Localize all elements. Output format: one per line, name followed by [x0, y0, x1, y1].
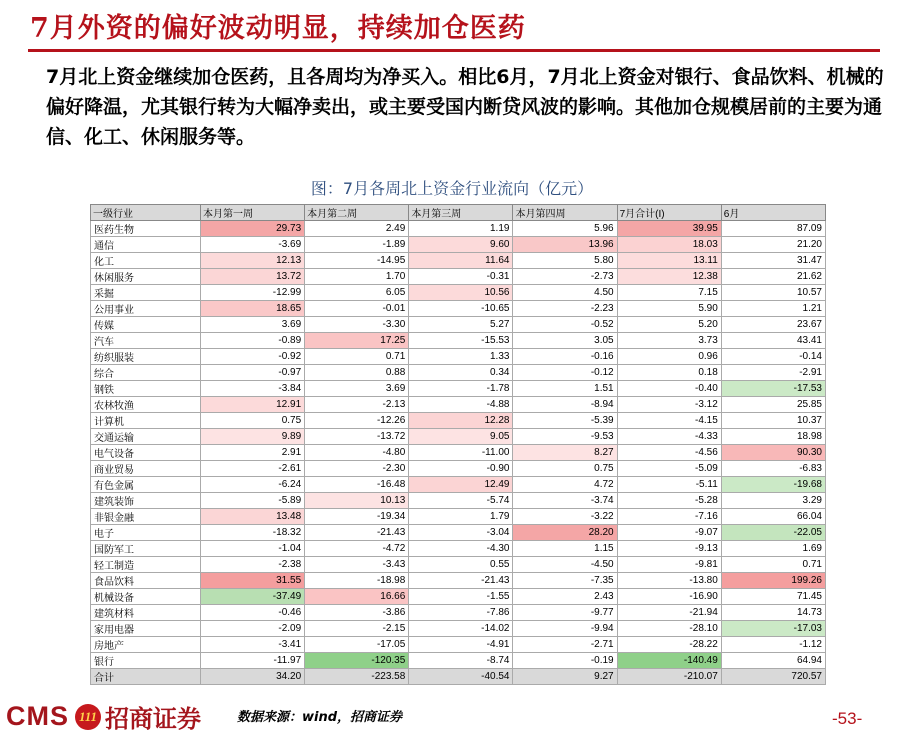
value-cell: -0.01 — [305, 301, 409, 317]
value-cell: -3.22 — [513, 509, 617, 525]
column-header: 7月合计(I) — [617, 205, 721, 221]
industry-name-cell: 计算机 — [91, 413, 201, 429]
industry-name-cell: 建筑材料 — [91, 605, 201, 621]
value-cell: -0.89 — [201, 333, 305, 349]
value-cell: 9.89 — [201, 429, 305, 445]
value-cell: -18.32 — [201, 525, 305, 541]
table-row — [91, 477, 826, 493]
industry-name-cell: 有色金属 — [91, 477, 201, 493]
value-cell: -0.52 — [513, 317, 617, 333]
value-cell: 87.09 — [721, 221, 825, 237]
value-cell: 0.18 — [617, 365, 721, 381]
value-cell: -3.86 — [305, 605, 409, 621]
page-number: -53- — [832, 709, 863, 728]
value-cell: -16.48 — [305, 477, 409, 493]
value-cell: -19.68 — [721, 477, 825, 493]
value-cell: -10.65 — [409, 301, 513, 317]
value-cell: -1.04 — [201, 541, 305, 557]
table-row — [91, 429, 826, 445]
value-cell: -28.22 — [617, 637, 721, 653]
table-row — [91, 589, 826, 605]
value-cell: 1.15 — [513, 541, 617, 557]
value-cell: 7.15 — [617, 285, 721, 301]
value-cell: -2.91 — [721, 365, 825, 381]
table-row — [91, 525, 826, 541]
value-cell: -8.74 — [409, 653, 513, 669]
value-cell: -1.55 — [409, 589, 513, 605]
value-cell: -4.56 — [617, 445, 721, 461]
value-cell: 3.69 — [201, 317, 305, 333]
value-cell: -17.03 — [721, 621, 825, 637]
value-cell: -140.49 — [617, 653, 721, 669]
value-cell: -8.94 — [513, 397, 617, 413]
table-row — [91, 269, 826, 285]
value-cell: -0.97 — [201, 365, 305, 381]
value-cell: 720.57 — [721, 669, 825, 685]
brand-text: CMS — [6, 701, 69, 731]
value-cell: 16.66 — [305, 589, 409, 605]
industry-name-cell: 非银金融 — [91, 509, 201, 525]
value-cell: 3.73 — [617, 333, 721, 349]
value-cell: -15.53 — [409, 333, 513, 349]
data-source: 数据来源：wind，招商证券 — [237, 710, 403, 725]
value-cell: 5.90 — [617, 301, 721, 317]
value-cell: -2.38 — [201, 557, 305, 573]
value-cell: 5.96 — [513, 221, 617, 237]
industry-flow-table — [90, 204, 826, 685]
table-row — [91, 317, 826, 333]
industry-name-cell: 房地产 — [91, 637, 201, 653]
value-cell: -0.31 — [409, 269, 513, 285]
value-cell: -14.02 — [409, 621, 513, 637]
value-cell: 2.49 — [305, 221, 409, 237]
industry-name-cell: 医药生物 — [91, 221, 201, 237]
value-cell: -9.13 — [617, 541, 721, 557]
value-cell: -7.16 — [617, 509, 721, 525]
industry-name-cell: 公用事业 — [91, 301, 201, 317]
value-cell: -5.89 — [201, 493, 305, 509]
value-cell: -9.07 — [617, 525, 721, 541]
table-row — [91, 557, 826, 573]
figure-caption: 图：7月各周北上资金行业流向（亿元） — [310, 179, 594, 198]
industry-name-cell: 通信 — [91, 237, 201, 253]
page-title: 7月外资的偏好波动明显，持续加仓医药 — [30, 13, 526, 44]
value-cell: -21.43 — [305, 525, 409, 541]
value-cell: -3.04 — [409, 525, 513, 541]
value-cell: -17.53 — [721, 381, 825, 397]
value-cell: 18.03 — [617, 237, 721, 253]
title-divider — [28, 49, 880, 52]
brand-chinese: 招商证券 — [105, 704, 201, 733]
value-cell: -4.72 — [305, 541, 409, 557]
column-header: 本月第二周 — [305, 205, 409, 221]
table-row — [91, 365, 826, 381]
value-cell: -21.94 — [617, 605, 721, 621]
value-cell: -4.91 — [409, 637, 513, 653]
value-cell: 12.91 — [201, 397, 305, 413]
value-cell: 0.88 — [305, 365, 409, 381]
industry-name-cell: 机械设备 — [91, 589, 201, 605]
table-row — [91, 461, 826, 477]
column-header: 6月 — [721, 205, 825, 221]
value-cell: -1.89 — [305, 237, 409, 253]
value-cell: 3.29 — [721, 493, 825, 509]
value-cell: 199.26 — [721, 573, 825, 589]
value-cell: -9.94 — [513, 621, 617, 637]
logo-mark-icon: 111 — [75, 704, 101, 730]
value-cell: 21.20 — [721, 237, 825, 253]
value-cell: 1.79 — [409, 509, 513, 525]
table-row — [91, 237, 826, 253]
value-cell: 13.11 — [617, 253, 721, 269]
table-row — [91, 349, 826, 365]
value-cell: 3.69 — [305, 381, 409, 397]
value-cell: -3.74 — [513, 493, 617, 509]
industry-name-cell: 建筑装饰 — [91, 493, 201, 509]
value-cell: 8.27 — [513, 445, 617, 461]
value-cell: -11.00 — [409, 445, 513, 461]
table-row — [91, 509, 826, 525]
industry-name-cell: 纺织服装 — [91, 349, 201, 365]
value-cell: 29.73 — [201, 221, 305, 237]
value-cell: 0.55 — [409, 557, 513, 573]
value-cell: -19.34 — [305, 509, 409, 525]
value-cell: -2.15 — [305, 621, 409, 637]
value-cell: 9.60 — [409, 237, 513, 253]
value-cell: 11.64 — [409, 253, 513, 269]
value-cell: -12.99 — [201, 285, 305, 301]
value-cell: 2.91 — [201, 445, 305, 461]
value-cell: -28.10 — [617, 621, 721, 637]
column-header: 本月第一周 — [201, 205, 305, 221]
value-cell: 9.27 — [513, 669, 617, 685]
table-row — [91, 397, 826, 413]
value-cell: 5.80 — [513, 253, 617, 269]
table-header-row — [91, 205, 826, 221]
value-cell: 13.96 — [513, 237, 617, 253]
value-cell: -2.09 — [201, 621, 305, 637]
industry-name-cell: 家用电器 — [91, 621, 201, 637]
value-cell: 4.50 — [513, 285, 617, 301]
value-cell: -0.92 — [201, 349, 305, 365]
table-row — [91, 301, 826, 317]
value-cell: 17.25 — [305, 333, 409, 349]
value-cell: -210.07 — [617, 669, 721, 685]
value-cell: 31.47 — [721, 253, 825, 269]
value-cell: 31.55 — [201, 573, 305, 589]
value-cell: -13.72 — [305, 429, 409, 445]
industry-name-cell: 国防军工 — [91, 541, 201, 557]
value-cell: -223.58 — [305, 669, 409, 685]
value-cell: -6.83 — [721, 461, 825, 477]
value-cell: -5.28 — [617, 493, 721, 509]
value-cell: -5.74 — [409, 493, 513, 509]
value-cell: -9.53 — [513, 429, 617, 445]
industry-name-cell: 轻工制造 — [91, 557, 201, 573]
value-cell: -1.78 — [409, 381, 513, 397]
value-cell: 90.30 — [721, 445, 825, 461]
industry-name-cell: 化工 — [91, 253, 201, 269]
table-row — [91, 653, 826, 669]
value-cell: -7.86 — [409, 605, 513, 621]
table-row — [91, 253, 826, 269]
industry-name-cell: 银行 — [91, 653, 201, 669]
table-row — [91, 221, 826, 237]
value-cell: -2.30 — [305, 461, 409, 477]
industry-name-cell: 钢铁 — [91, 381, 201, 397]
value-cell: 1.51 — [513, 381, 617, 397]
value-cell: 1.33 — [409, 349, 513, 365]
value-cell: 12.28 — [409, 413, 513, 429]
value-cell: 4.72 — [513, 477, 617, 493]
value-cell: -3.30 — [305, 317, 409, 333]
table-row — [91, 333, 826, 349]
value-cell: -0.12 — [513, 365, 617, 381]
value-cell: -3.41 — [201, 637, 305, 653]
value-cell: 12.38 — [617, 269, 721, 285]
value-cell: -4.88 — [409, 397, 513, 413]
value-cell: 12.49 — [409, 477, 513, 493]
value-cell: 34.20 — [201, 669, 305, 685]
value-cell: -3.84 — [201, 381, 305, 397]
value-cell: 14.73 — [721, 605, 825, 621]
value-cell: -3.69 — [201, 237, 305, 253]
value-cell: -3.43 — [305, 557, 409, 573]
value-cell: -40.54 — [409, 669, 513, 685]
value-cell: 9.05 — [409, 429, 513, 445]
industry-name-cell: 采掘 — [91, 285, 201, 301]
industry-name-cell: 传媒 — [91, 317, 201, 333]
value-cell: 28.20 — [513, 525, 617, 541]
value-cell: -4.15 — [617, 413, 721, 429]
value-cell: -6.24 — [201, 477, 305, 493]
value-cell: -37.49 — [201, 589, 305, 605]
value-cell: 64.94 — [721, 653, 825, 669]
table-row — [91, 493, 826, 509]
table-row — [91, 621, 826, 637]
value-cell: -21.43 — [409, 573, 513, 589]
table-row — [91, 285, 826, 301]
value-cell: -120.35 — [305, 653, 409, 669]
value-cell: 0.75 — [513, 461, 617, 477]
value-cell: 39.95 — [617, 221, 721, 237]
table-row — [91, 381, 826, 397]
industry-name-cell: 综合 — [91, 365, 201, 381]
table-row — [91, 445, 826, 461]
value-cell: -7.35 — [513, 573, 617, 589]
value-cell: 18.65 — [201, 301, 305, 317]
value-cell: -0.40 — [617, 381, 721, 397]
table-row — [91, 573, 826, 589]
value-cell: 0.34 — [409, 365, 513, 381]
column-header: 一级行业 — [91, 205, 201, 221]
value-cell: -4.33 — [617, 429, 721, 445]
value-cell: -2.23 — [513, 301, 617, 317]
value-cell: -22.05 — [721, 525, 825, 541]
value-cell: 12.13 — [201, 253, 305, 269]
value-cell: 1.69 — [721, 541, 825, 557]
industry-name-cell: 休闲服务 — [91, 269, 201, 285]
value-cell: 0.75 — [201, 413, 305, 429]
value-cell: 23.67 — [721, 317, 825, 333]
body-paragraph: 7月北上资金继续加仓医药，且各周均为净买入。相比6月，7月北上资金对银行、食品饮料、机械的偏好降温，尤其银行转为大幅净卖出，或主要受国内断贷风波的影响。其他加仓规模居前的主要为通信、化工、休闲服务等。 — [46, 66, 884, 148]
value-cell: -5.09 — [617, 461, 721, 477]
value-cell: 66.04 — [721, 509, 825, 525]
industry-name-cell: 合计 — [91, 669, 201, 685]
value-cell: 1.70 — [305, 269, 409, 285]
value-cell: -4.30 — [409, 541, 513, 557]
value-cell: 5.20 — [617, 317, 721, 333]
value-cell: -2.71 — [513, 637, 617, 653]
industry-name-cell: 电气设备 — [91, 445, 201, 461]
table-row — [91, 605, 826, 621]
value-cell: 0.71 — [305, 349, 409, 365]
value-cell: 1.21 — [721, 301, 825, 317]
value-cell: -3.12 — [617, 397, 721, 413]
value-cell: -4.80 — [305, 445, 409, 461]
value-cell: -1.12 — [721, 637, 825, 653]
value-cell: 0.96 — [617, 349, 721, 365]
value-cell: -0.16 — [513, 349, 617, 365]
value-cell: -5.11 — [617, 477, 721, 493]
value-cell: -18.98 — [305, 573, 409, 589]
value-cell: 10.13 — [305, 493, 409, 509]
table-row — [91, 669, 826, 685]
industry-name-cell: 电子 — [91, 525, 201, 541]
table-row — [91, 413, 826, 429]
value-cell: -2.13 — [305, 397, 409, 413]
value-cell: -11.97 — [201, 653, 305, 669]
value-cell: -17.05 — [305, 637, 409, 653]
value-cell: 25.85 — [721, 397, 825, 413]
value-cell: -5.39 — [513, 413, 617, 429]
value-cell: 3.05 — [513, 333, 617, 349]
value-cell: -12.26 — [305, 413, 409, 429]
value-cell: -2.73 — [513, 269, 617, 285]
value-cell: 43.41 — [721, 333, 825, 349]
value-cell: 18.98 — [721, 429, 825, 445]
value-cell: 1.19 — [409, 221, 513, 237]
value-cell: 0.71 — [721, 557, 825, 573]
value-cell: 10.57 — [721, 285, 825, 301]
industry-name-cell: 食品饮料 — [91, 573, 201, 589]
value-cell: -0.46 — [201, 605, 305, 621]
column-header: 本月第四周 — [513, 205, 617, 221]
table-row — [91, 637, 826, 653]
value-cell: -0.14 — [721, 349, 825, 365]
industry-name-cell: 汽车 — [91, 333, 201, 349]
value-cell: 13.72 — [201, 269, 305, 285]
value-cell: -2.61 — [201, 461, 305, 477]
industry-name-cell: 商业贸易 — [91, 461, 201, 477]
value-cell: 21.62 — [721, 269, 825, 285]
value-cell: -14.95 — [305, 253, 409, 269]
value-cell: -9.77 — [513, 605, 617, 621]
value-cell: -13.80 — [617, 573, 721, 589]
value-cell: 5.27 — [409, 317, 513, 333]
industry-name-cell: 农林牧渔 — [91, 397, 201, 413]
value-cell: 6.05 — [305, 285, 409, 301]
value-cell: 10.56 — [409, 285, 513, 301]
value-cell: -9.81 — [617, 557, 721, 573]
value-cell: 10.37 — [721, 413, 825, 429]
column-header: 本月第三周 — [409, 205, 513, 221]
table-row — [91, 541, 826, 557]
value-cell: -16.90 — [617, 589, 721, 605]
value-cell: 71.45 — [721, 589, 825, 605]
value-cell: -0.19 — [513, 653, 617, 669]
value-cell: -0.90 — [409, 461, 513, 477]
value-cell: -4.50 — [513, 557, 617, 573]
industry-name-cell: 交通运输 — [91, 429, 201, 445]
value-cell: 13.48 — [201, 509, 305, 525]
value-cell: 2.43 — [513, 589, 617, 605]
